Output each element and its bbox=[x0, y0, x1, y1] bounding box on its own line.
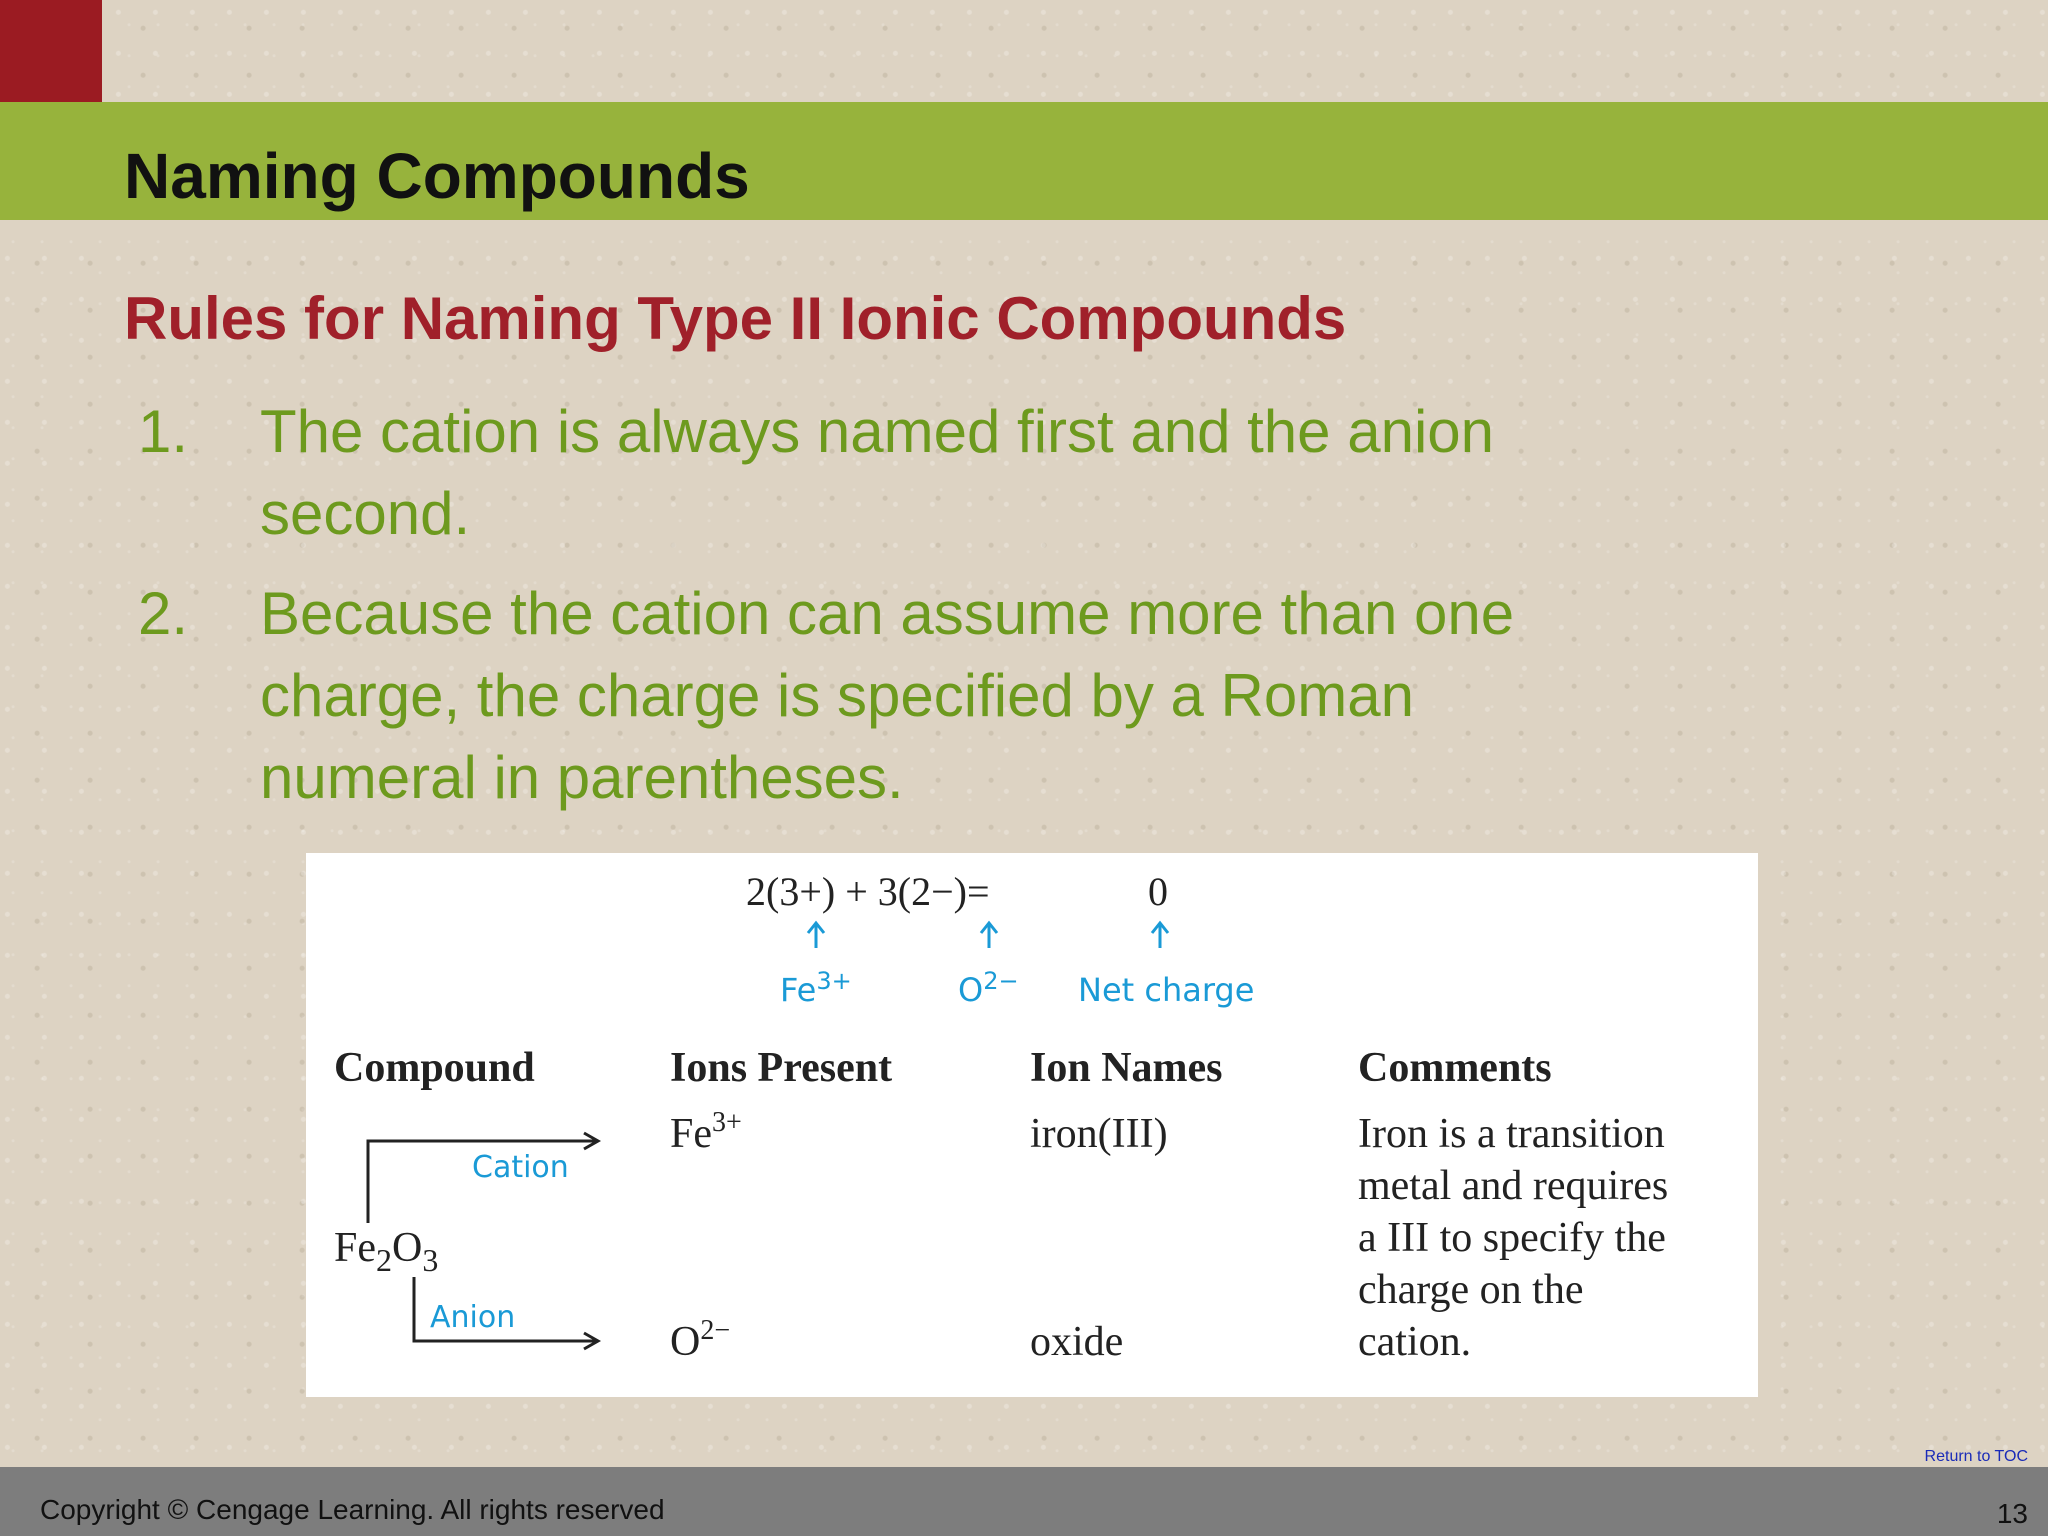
rules-list bbox=[138, 391, 1738, 837]
corner-accent-block bbox=[0, 0, 102, 102]
rule-item bbox=[138, 391, 1738, 555]
rule-item bbox=[138, 573, 1738, 819]
cation-label: Cation bbox=[472, 1150, 569, 1185]
net-charge-label: Net charge bbox=[1078, 971, 1255, 1009]
comment-line: a III to specify the bbox=[1358, 1215, 1666, 1261]
slide-title: Naming Compounds bbox=[124, 140, 750, 212]
comment-line: charge on the bbox=[1358, 1267, 1584, 1313]
equation-result: 0 bbox=[1148, 869, 1168, 914]
fe-ion-label: $Fe^{3+}$ bbox=[780, 967, 852, 1009]
comment-line: metal and requires bbox=[1358, 1163, 1669, 1209]
rule-number: 1. bbox=[138, 398, 189, 465]
column-header-ion-names: Ion Names bbox=[1030, 1045, 1223, 1091]
charge-equation: 2(3+) + 3(2−)= bbox=[746, 869, 990, 914]
rule-number: 2. bbox=[138, 580, 189, 647]
return-to-toc-link[interactable]: Return to TOC bbox=[1924, 1448, 2028, 1465]
compound-figure bbox=[306, 853, 1758, 1397]
rule-line: The cation is always named first and the anion bbox=[260, 398, 1495, 465]
page-number: 13 bbox=[1996, 1498, 2028, 1529]
column-header-comments: Comments bbox=[1358, 1045, 1552, 1091]
slide-subtitle: Rules for Naming Type II Ionic Compounds bbox=[124, 285, 1347, 352]
column-header-compound: Compound bbox=[334, 1045, 535, 1091]
rule-line: second. bbox=[260, 480, 471, 547]
comment-line: Iron is a transition bbox=[1358, 1111, 1665, 1157]
rule-line: charge, the charge is specified by a Roman bbox=[260, 662, 1414, 729]
anion-label: Anion bbox=[430, 1300, 516, 1335]
rule-line: Because the cation can assume more than one bbox=[260, 580, 1515, 647]
ion-name-oxide: oxide bbox=[1030, 1319, 1124, 1365]
compound-formula: $Fe_2O_3$ bbox=[334, 1225, 439, 1278]
ion-o: $O^{2-}$ bbox=[670, 1315, 731, 1365]
equation-arrows bbox=[808, 923, 1168, 948]
ion-fe: $Fe^{3+}$ bbox=[670, 1107, 742, 1157]
copyright-text: Copyright © Cengage Learning. All rights reserved bbox=[40, 1494, 665, 1525]
comment-line: cation. bbox=[1358, 1319, 1472, 1365]
column-header-ions-present: Ions Present bbox=[670, 1045, 893, 1091]
rule-line: numeral in parentheses. bbox=[260, 744, 904, 811]
compound-figure-drawing bbox=[306, 853, 1758, 1397]
o-ion-label: $O^{2-}$ bbox=[958, 967, 1019, 1009]
ion-name-iron: iron(III) bbox=[1030, 1111, 1168, 1157]
